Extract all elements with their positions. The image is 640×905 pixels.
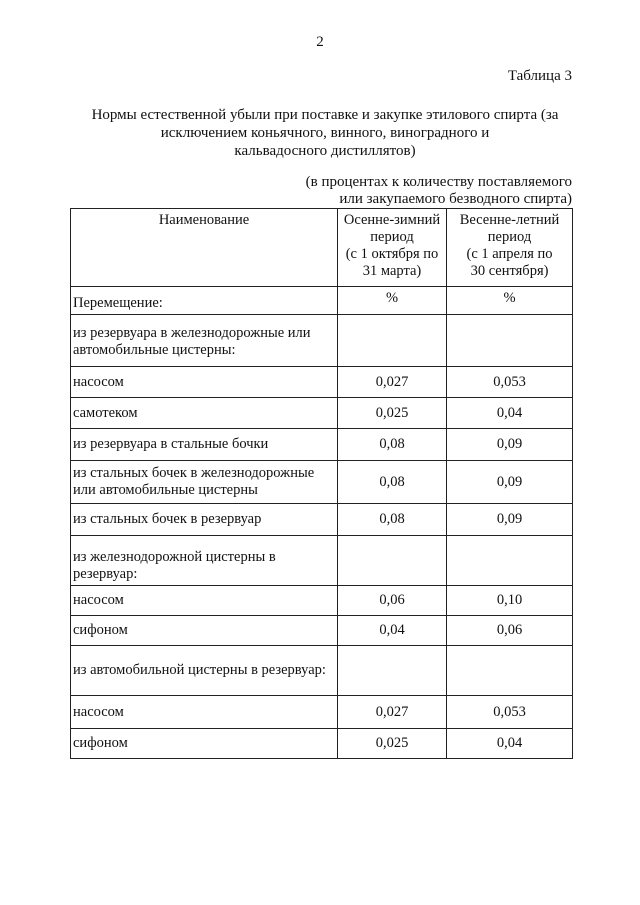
header-line: Весенне-летний <box>459 212 560 228</box>
row-spring-summer: 0,10 <box>447 586 573 616</box>
row-spring-summer <box>447 646 573 696</box>
row-name: из стальных бочек в резервуар <box>71 504 338 536</box>
units-note <box>306 174 572 208</box>
row-autumn-winter: 0,027 <box>338 367 447 398</box>
row-name: насосом <box>71 696 338 729</box>
row-name: насосом <box>71 586 338 616</box>
table-label: Таблица 3 <box>507 68 572 84</box>
row-name: самотеком <box>71 398 338 429</box>
header-line: 31 марта) <box>362 263 422 279</box>
row-autumn-winter: 0,025 <box>338 729 447 759</box>
row-spring-summer: 0,053 <box>447 367 573 398</box>
title-line: исключением коньячного, винного, виноградного и <box>160 125 490 141</box>
row-spring-summer: 0,04 <box>447 729 573 759</box>
row-autumn-winter: % <box>338 287 447 315</box>
page-number: 2 <box>316 34 324 50</box>
document-title <box>70 106 580 160</box>
table-row <box>71 536 573 586</box>
table-row <box>71 315 573 367</box>
row-name: из резервуара в железнодорожные или автомобильные цистерны: <box>71 315 338 367</box>
row-name: насосом <box>71 367 338 398</box>
row-autumn-winter: 0,027 <box>338 696 447 729</box>
row-autumn-winter: 0,06 <box>338 586 447 616</box>
row-autumn-winter <box>338 536 447 586</box>
row-spring-summer: % <box>447 287 573 315</box>
norms-table <box>70 208 573 759</box>
header-row <box>71 209 573 287</box>
row-autumn-winter: 0,08 <box>338 461 447 504</box>
row-spring-summer: 0,09 <box>447 429 573 461</box>
table-row <box>71 729 573 759</box>
table-row <box>71 646 573 696</box>
table-row <box>71 616 573 646</box>
row-name: Перемещение: <box>71 287 338 315</box>
row-spring-summer: 0,053 <box>447 696 573 729</box>
row-spring-summer: 0,04 <box>447 398 573 429</box>
header-autumn-winter <box>338 209 447 287</box>
row-name: из стальных бочек в железнодорожные или автомобильные цистерны <box>71 461 338 504</box>
units-note-line: (в процентах к количеству поставляемого <box>305 174 572 190</box>
table-row <box>71 504 573 536</box>
header-line: Осенне-зимний <box>343 212 441 228</box>
row-spring-summer <box>447 536 573 586</box>
header-line: 30 сентября) <box>470 263 549 279</box>
row-name: из резервуара в стальные бочки <box>71 429 338 461</box>
row-spring-summer <box>447 315 573 367</box>
title-line: Нормы естественной убыли при поставке и закупке этилового спирта (за <box>91 107 559 123</box>
row-name: из автомобильной цистерны в резервуар: <box>71 646 338 696</box>
header-line: (с 1 октября по <box>345 246 439 262</box>
table-row <box>71 287 573 315</box>
row-autumn-winter <box>338 315 447 367</box>
row-name: сифоном <box>71 729 338 759</box>
header-line: период <box>370 229 414 245</box>
row-spring-summer: 0,09 <box>447 504 573 536</box>
row-spring-summer: 0,09 <box>447 461 573 504</box>
row-autumn-winter: 0,04 <box>338 616 447 646</box>
header-line: (с 1 апреля по <box>466 246 553 262</box>
table-row <box>71 696 573 729</box>
table-row <box>71 586 573 616</box>
row-autumn-winter <box>338 646 447 696</box>
table-row <box>71 429 573 461</box>
header-spring-summer <box>447 209 573 287</box>
table-row <box>71 398 573 429</box>
units-note-line: или закупаемого безводного спирта) <box>339 191 572 207</box>
row-autumn-winter: 0,08 <box>338 504 447 536</box>
row-spring-summer: 0,06 <box>447 616 573 646</box>
row-name: из железнодорожной цистерны в резервуар: <box>71 536 338 586</box>
row-name: сифоном <box>71 616 338 646</box>
title-line: кальвадосного дистиллятов) <box>234 143 416 159</box>
header-name: Наименование <box>71 209 338 287</box>
table-row <box>71 367 573 398</box>
row-autumn-winter: 0,08 <box>338 429 447 461</box>
row-autumn-winter: 0,025 <box>338 398 447 429</box>
header-line: период <box>487 229 532 245</box>
table-row <box>71 461 573 504</box>
